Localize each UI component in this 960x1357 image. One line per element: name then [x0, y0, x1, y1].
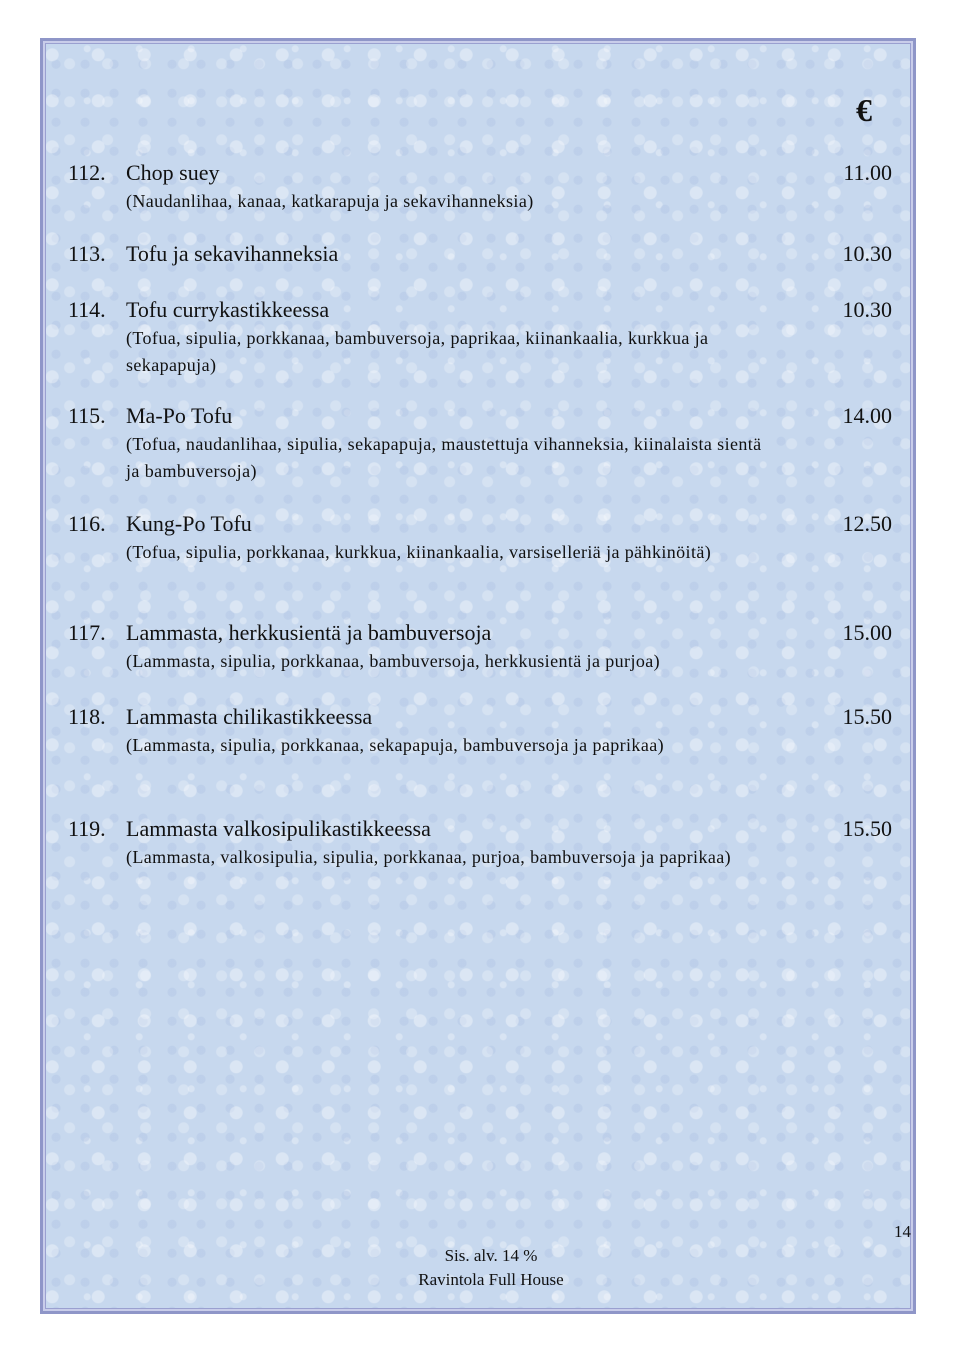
item-price: 12.50: [842, 511, 892, 536]
item-name: Ma-Po Tofu: [126, 403, 233, 428]
item-name: Chop suey: [126, 160, 220, 185]
item-price: 11.00: [843, 160, 892, 185]
item-description: (Lammasta, sipulia, porkkanaa, bambuversoja, herkkusientä ja purjoa): [126, 651, 661, 671]
item-name: Lammasta, herkkusientä ja bambuversoja: [126, 620, 492, 645]
menu-page-frame: [40, 38, 916, 1314]
page-footer: [380, 1244, 602, 1292]
item-name: Tofu ja sekavihanneksia: [126, 241, 339, 266]
item-price: 10.30: [842, 241, 892, 266]
page-number: 14: [894, 1222, 911, 1241]
item-description: (Naudanlihaa, kanaa, katkarapuja ja sekavihanneksia): [126, 191, 534, 211]
item-price: 10.30: [842, 297, 892, 322]
currency-symbol: €: [856, 92, 872, 128]
item-number: 118.: [68, 704, 106, 729]
vat-note: Sis. alv. 14 %: [444, 1246, 538, 1265]
item-number: 113.: [68, 241, 106, 266]
item-name: Lammasta valkosipulikastikkeessa: [126, 816, 431, 841]
item-description: (Tofua, sipulia, porkkanaa, bambuversoja, paprikaa, kiinankaalia, kurkkua ja sekapapuja): [126, 328, 709, 375]
item-number: 116.: [68, 511, 106, 536]
item-description: (Tofua, naudanlihaa, sipulia, sekapapuja, maustettuja vihanneksia, kiinalaista sientä ja bambuversoja): [126, 434, 762, 481]
item-number: 119.: [68, 816, 106, 841]
item-name: Tofu currykastikkeessa: [126, 297, 330, 322]
restaurant-name: Ravintola Full House: [418, 1270, 564, 1289]
item-number: 115.: [68, 403, 106, 428]
item-description: (Lammasta, sipulia, porkkanaa, sekapapuja, bambuversoja ja paprikaa): [126, 735, 665, 755]
item-price: 15.00: [842, 620, 892, 645]
item-price: 15.50: [842, 816, 892, 841]
item-price: 14.00: [842, 403, 892, 428]
item-description: (Lammasta, valkosipulia, sipulia, porkkanaa, purjoa, bambuversoja ja paprikaa): [126, 847, 732, 867]
item-number: 112.: [68, 160, 106, 185]
item-number: 117.: [68, 620, 106, 645]
item-name: Kung-Po Tofu: [126, 511, 252, 536]
item-number: 114.: [68, 297, 106, 322]
item-price: 15.50: [842, 704, 892, 729]
item-description: (Tofua, sipulia, porkkanaa, kurkkua, kiinankaalia, varsiselleriä ja pähkinöitä): [126, 542, 712, 562]
item-name: Lammasta chilikastikkeessa: [126, 704, 373, 729]
